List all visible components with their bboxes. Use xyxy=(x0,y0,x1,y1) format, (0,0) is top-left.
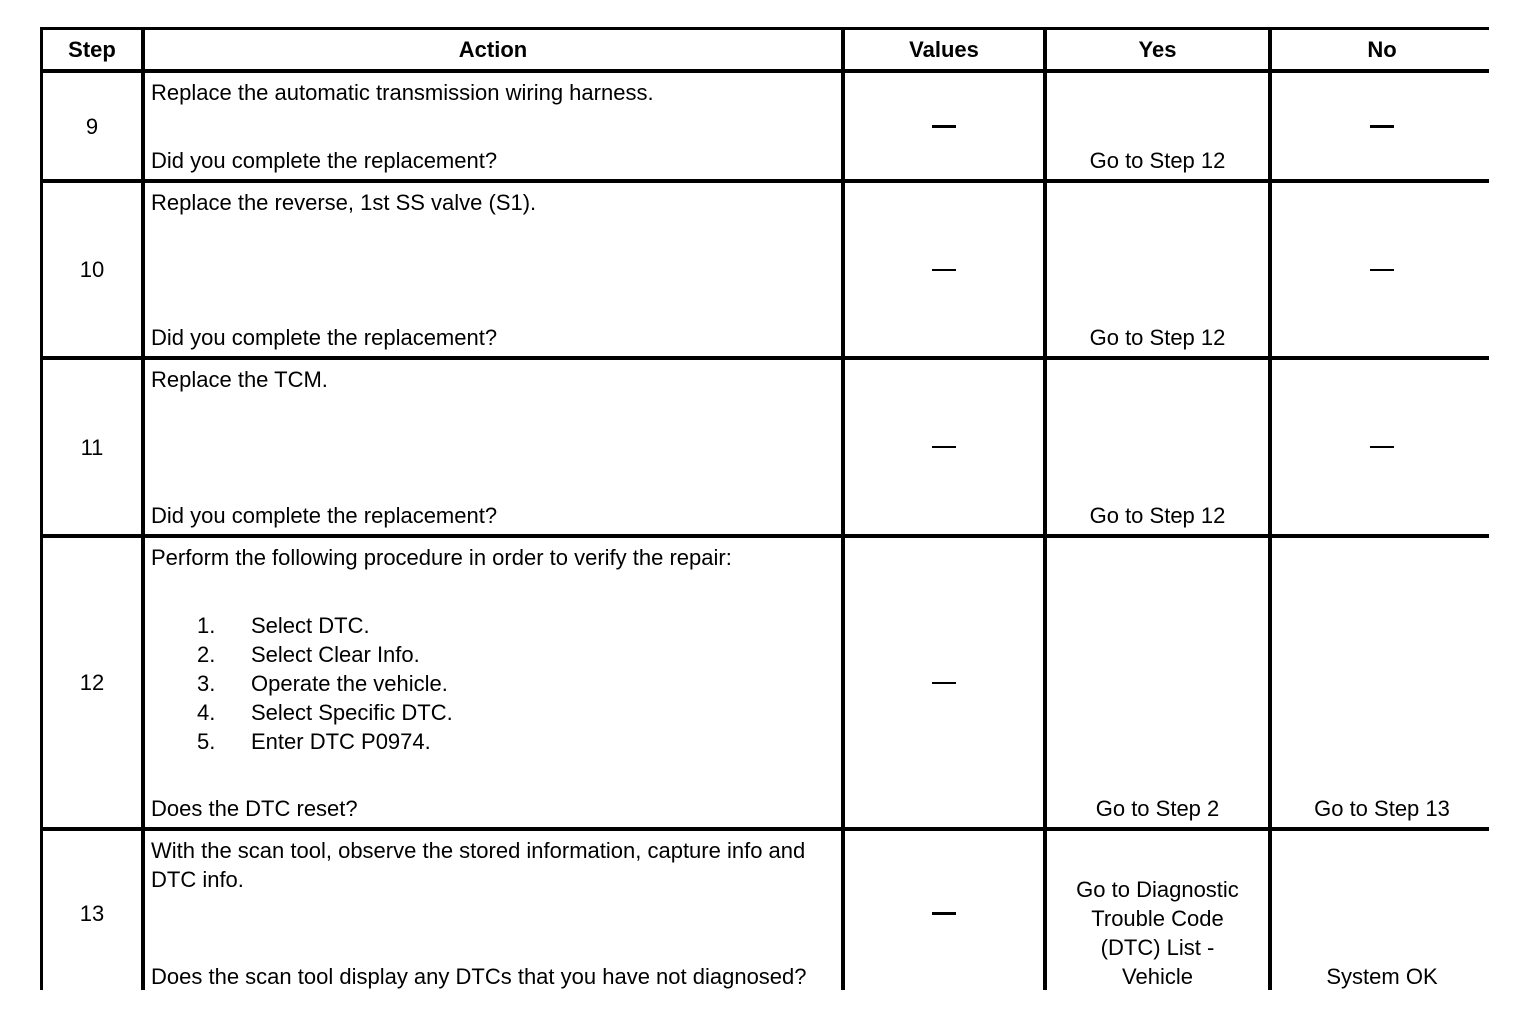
yes-line: Trouble Code xyxy=(1091,906,1224,931)
action-cell xyxy=(145,360,841,534)
dash-icon xyxy=(1370,269,1394,271)
action-instruction: Replace the TCM. xyxy=(151,367,328,392)
yes-line: (DTC) List - xyxy=(1100,935,1215,960)
procedure-step: 2. Select Clear Info. xyxy=(197,641,420,667)
procedure-step: 1. Select DTC. xyxy=(197,612,370,638)
procedure-step: 3. Operate the vehicle. xyxy=(197,670,448,696)
header-action: Action xyxy=(145,30,841,69)
action-question: Does the DTC reset? xyxy=(151,796,358,821)
dash-icon xyxy=(932,446,956,448)
action-cell xyxy=(145,831,841,995)
step-number: 11 xyxy=(43,360,141,534)
header-step: Step xyxy=(43,30,141,69)
action-instruction: Perform the following procedure in order to verify the repair: xyxy=(151,545,732,570)
values-cell xyxy=(845,831,1043,995)
procedure-step: 5. Enter DTC P0974. xyxy=(197,728,431,754)
action-question: Did you complete the replacement? xyxy=(151,503,498,528)
no-cell[interactable]: System OK xyxy=(1272,831,1492,995)
values-cell xyxy=(845,73,1043,179)
no-cell[interactable]: Go to Step 13 xyxy=(1272,538,1492,827)
dash-icon xyxy=(1370,125,1394,128)
no-cell xyxy=(1272,183,1492,356)
no-cell xyxy=(1272,73,1492,179)
action-question: Did you complete the replacement? xyxy=(151,325,498,350)
action-question: Does the scan tool display any DTCs that you have not diagnosed? xyxy=(151,964,807,989)
dash-icon xyxy=(932,912,956,915)
procedure-list xyxy=(151,611,835,756)
values-cell xyxy=(845,183,1043,356)
step-number: 13 xyxy=(43,831,141,995)
values-cell xyxy=(845,538,1043,827)
action-instruction: Replace the reverse, 1st SS valve (S1). xyxy=(151,190,537,215)
dash-icon xyxy=(932,125,956,128)
step-number: 10 xyxy=(43,183,141,356)
header-yes: Yes xyxy=(1047,30,1268,69)
step-number: 12 xyxy=(43,538,141,827)
action-cell xyxy=(145,183,841,356)
header-values: Values xyxy=(845,30,1043,69)
action-instruction: Replace the automatic transmission wiring harness. xyxy=(151,80,654,105)
yes-cell[interactable] xyxy=(1047,831,1268,995)
dash-icon xyxy=(1370,446,1394,448)
values-cell xyxy=(845,360,1043,534)
step-number: 9 xyxy=(43,73,141,179)
yes-cell[interactable]: Go to Step 12 xyxy=(1047,360,1268,534)
procedure-step: 4. Select Specific DTC. xyxy=(197,699,453,725)
action-instruction: With the scan tool, observe the stored information, capture info and DTC info. xyxy=(151,838,806,892)
yes-line: Vehicle xyxy=(1122,964,1193,989)
yes-cell[interactable]: Go to Step 12 xyxy=(1047,183,1268,356)
yes-cell[interactable]: Go to Step 12 xyxy=(1047,73,1268,179)
yes-line: Go to Diagnostic xyxy=(1076,877,1239,902)
yes-cell[interactable]: Go to Step 2 xyxy=(1047,538,1268,827)
dash-icon xyxy=(932,682,956,684)
action-question: Did you complete the replacement? xyxy=(151,148,498,173)
action-cell xyxy=(145,538,841,827)
no-cell xyxy=(1272,360,1492,534)
action-cell xyxy=(145,73,841,179)
header-no: No xyxy=(1272,30,1492,69)
diagnostic-table xyxy=(40,27,1489,990)
dash-icon xyxy=(932,269,956,271)
